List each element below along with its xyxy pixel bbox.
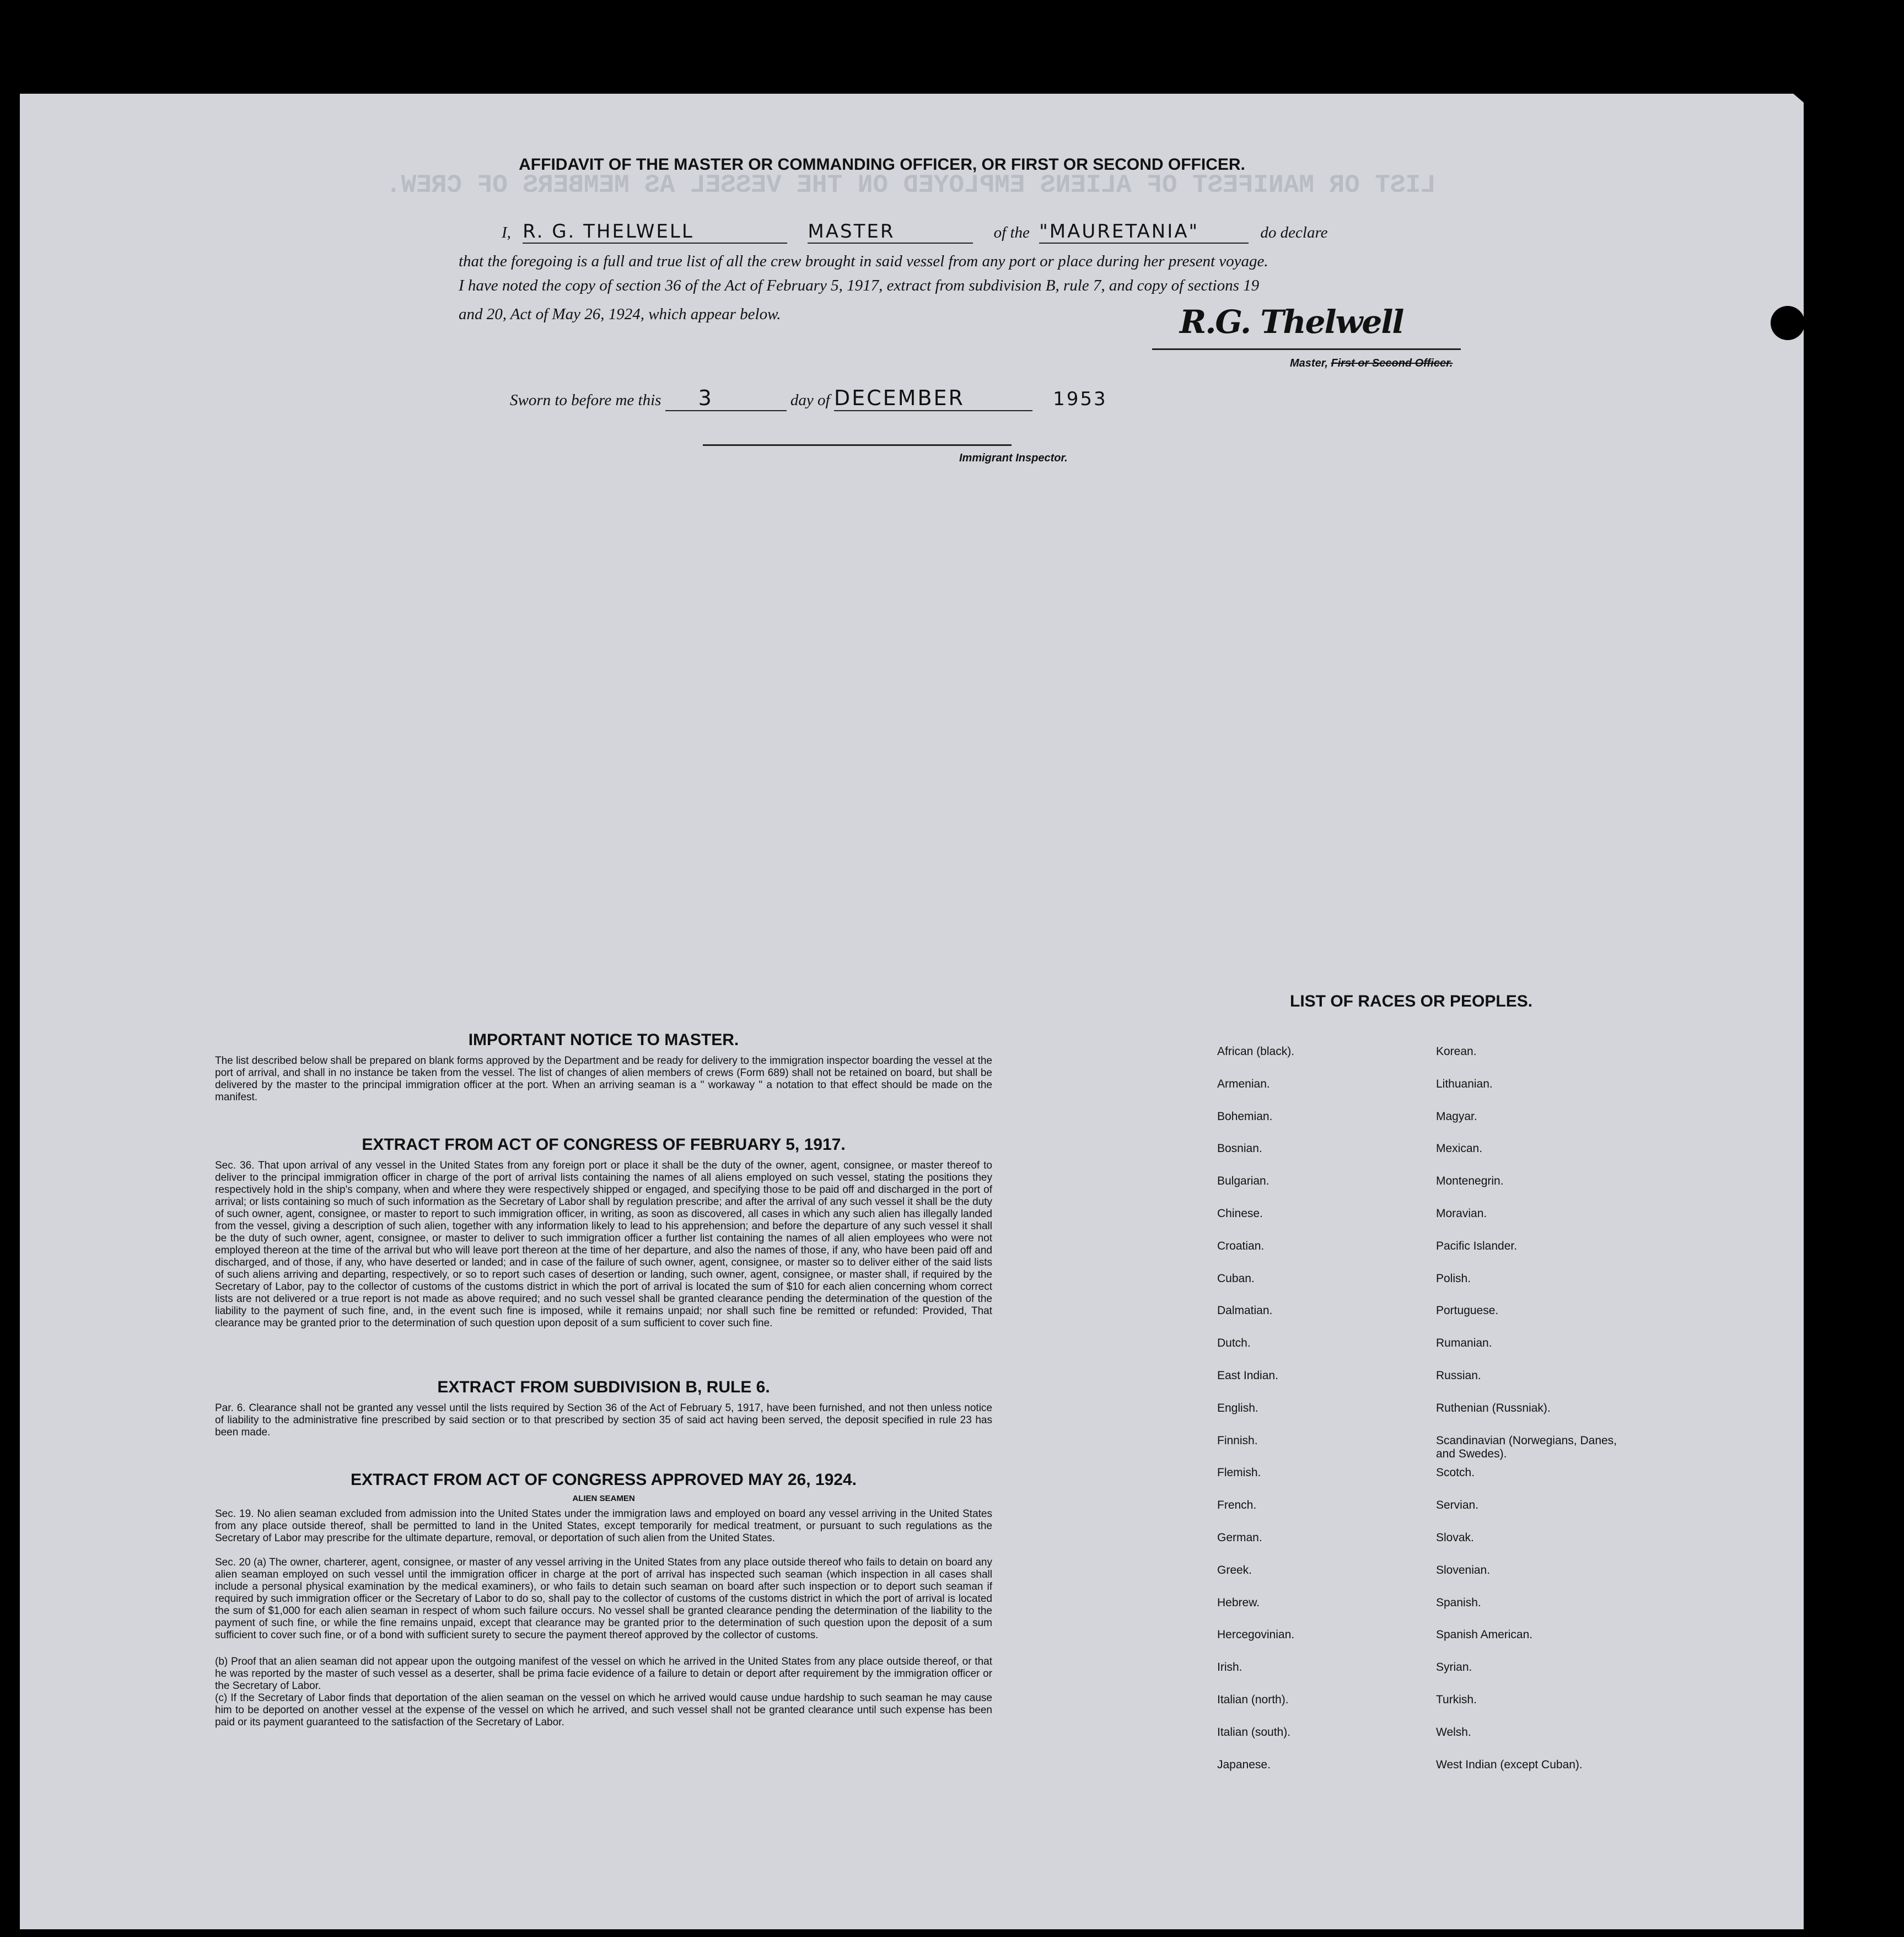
- affidavit-line-3: I have noted the copy of section 36 of the Act of February 5, 1917, extract from subdivision B, rule 7, and copy of sections 19: [459, 277, 1260, 294]
- affidavit-line-2: that the foregoing is a full and true list of all the crew brought in said vessel from any port or place during her present voyage.: [459, 252, 1268, 270]
- race-item: Spanish.: [1436, 1596, 1481, 1609]
- race-item: Greek.: [1217, 1563, 1252, 1576]
- signature-line: [1152, 348, 1461, 350]
- race-item: Mexican.: [1436, 1142, 1483, 1155]
- races-right-column: [1436, 1045, 1668, 1790]
- sworn-text: Sworn to before me this: [510, 391, 661, 409]
- bleed-through-header: LIST OR MANIFEST OF ALIENS EMPLOYED ON THE VESSEL AS MEMBERS OF CREW.: [386, 171, 1436, 200]
- master-name: R. G. THELWELL: [523, 220, 787, 244]
- race-item: Dalmatian.: [1217, 1304, 1273, 1317]
- race-item: Syrian.: [1436, 1661, 1472, 1674]
- race-item: Chinese.: [1217, 1207, 1263, 1220]
- race-item: Scotch.: [1436, 1466, 1475, 1479]
- punch-hole: [1807, 589, 1841, 623]
- race-item: Spanish American.: [1436, 1628, 1533, 1642]
- master-rank: MASTER: [808, 220, 973, 244]
- affidavit-heading: AFFIDAVIT OF THE MASTER OR COMMANDING OFFICER, OR FIRST OR SECOND OFFICER.: [519, 155, 1245, 174]
- race-item: French.: [1217, 1499, 1257, 1512]
- races-left-column: [1217, 1045, 1449, 1790]
- race-item: Montenegrin.: [1436, 1175, 1504, 1188]
- caption-struck-officer: First or Second Officer.: [1331, 357, 1453, 369]
- sworn-year: 1953: [1053, 388, 1107, 410]
- affidavit-i: I,: [502, 224, 511, 241]
- subdivision-body: Par. 6. Clearance shall not be granted any vessel until the lists required by Section 36 of the Act of February 5, 1917, have been furnished, and not then unless notice of liability to the administrative fine prescribed by said section or to that prescribed by section 35 of said act having been served, the deposit specified in rule 23 has been made.: [215, 1402, 992, 1438]
- race-item: Croatian.: [1217, 1239, 1265, 1252]
- extract-1924-title: EXTRACT FROM ACT OF CONGRESS APPROVED MAY 26, 1924.: [351, 1471, 857, 1489]
- race-item: Polish.: [1436, 1272, 1471, 1285]
- inspector-caption: Immigrant Inspector.: [959, 452, 1068, 464]
- extract-1924-sec19: Sec. 19. No alien seaman excluded from admission into the United States under the immigration laws and employed on board any vessel arriving in the United States from any place outside thereof, shall be permitted to land in the United States, except temporarily for medical treatment, or pursuant to such regulations as the Secretary of Labor may prescribe for the ultimate departure, removal, or deportation of such alien from the United States.: [215, 1508, 992, 1544]
- race-item: Pacific Islander.: [1436, 1239, 1518, 1252]
- race-item: Dutch.: [1217, 1337, 1251, 1350]
- race-item: Rumanian.: [1436, 1337, 1492, 1350]
- sworn-line: [510, 386, 1107, 411]
- notice-title: IMPORTANT NOTICE TO MASTER.: [468, 1031, 739, 1049]
- inspector-signature-line: [703, 444, 1012, 446]
- race-item: Korean.: [1436, 1045, 1477, 1058]
- extract-1924-sec20a: Sec. 20 (a) The owner, charterer, agent, consignee, or master of any vessel arriving in the United States from any place outside thereof who fails to detain on board any alien seaman employed on such vessel until the immigration officer in charge at the port of arrival has inspected such seaman (which inspection in all cases shall include a personal physical examination by the medical examiners), or who fails to detain such seaman on board after such inspection or to deport such seaman if required by such immigration officer or the Secretary of Labor to do so, shall pay to the collector of customs of the customs district in which the port of arrival is located the sum of $1,000 for each alien seaman in respect of whom such failure occurs. No vessel shall be granted clearance pending the determination of the liability to the payment of such fine, or while the fine remains unpaid, except that clearance may be granted prior to the determination of such question upon the deposit of a sum sufficient to cover such fine, or of a bond with sufficient surety to secure the payment thereof approved by the collector of customs.: [215, 1557, 992, 1641]
- punch-hole: [1807, 182, 1841, 216]
- signature-caption: [1290, 357, 1453, 370]
- race-item: Moravian.: [1436, 1207, 1487, 1220]
- races-title: LIST OF RACES OR PEOPLES.: [1290, 992, 1533, 1010]
- sworn-day: 3: [665, 386, 787, 411]
- extract-1924-sec20b: (b) Proof that an alien seaman did not appear upon the outgoing manifest of the vessel on which he arrived in the United States from any place outside thereof, or that he was reported by the master of such vessel as a deserter, shall be prima facie evidence of a failure to detain or deport after requirement by the immigration officer or the Secretary of Labor.: [215, 1656, 992, 1692]
- race-item: Armenian.: [1217, 1077, 1270, 1090]
- affidavit-line-4: and 20, Act of May 26, 1924, which appear below.: [459, 305, 781, 323]
- punch-hole: [1826, 1186, 1860, 1220]
- race-item: Ruthenian (Russniak).: [1436, 1401, 1551, 1414]
- race-item: Hebrew.: [1217, 1596, 1260, 1609]
- sworn-day-of: day of: [790, 391, 830, 409]
- punch-hole: [1807, 708, 1841, 742]
- race-item: Irish.: [1217, 1661, 1243, 1674]
- punch-hole: [1826, 1654, 1860, 1688]
- race-item: Servian.: [1436, 1499, 1479, 1512]
- vessel-name: "MAURETANIA": [1039, 220, 1249, 244]
- master-signature: R.G. Thelwell: [1180, 303, 1403, 341]
- extract-1924-sec20c: (c) If the Secretary of Labor finds that deportation of the alien seaman on the vessel on which he arrived would cause undue hardship to such seaman he may cause him to be deported on another vessel at the expense of the vessel on which he arrived, and such vessel shall not be granted clearance until such expense has been paid or its payment guaranteed to the satisfaction of the Secretary of Labor.: [215, 1692, 992, 1728]
- race-item: Portuguese.: [1436, 1304, 1499, 1317]
- affidavit-do-declare: do declare: [1260, 224, 1328, 241]
- race-item: Italian (north).: [1217, 1693, 1289, 1706]
- affidavit-declaration-line: [502, 220, 1549, 244]
- subdivision-title: EXTRACT FROM SUBDIVISION B, RULE 6.: [437, 1378, 770, 1396]
- race-item: Japanese.: [1217, 1758, 1271, 1771]
- folded-corner: [1781, 83, 1858, 149]
- caption-master: Master,: [1290, 357, 1328, 369]
- race-item: Russian.: [1436, 1369, 1481, 1382]
- race-item: Lithuanian.: [1436, 1077, 1493, 1090]
- affidavit-of-the: of the: [993, 224, 1030, 241]
- race-item: Slovenian.: [1436, 1563, 1491, 1576]
- race-item: Flemish.: [1217, 1466, 1261, 1479]
- race-item: East Indian.: [1217, 1369, 1278, 1382]
- race-item: Italian (south).: [1217, 1725, 1291, 1739]
- race-item: West Indian (except Cuban).: [1436, 1758, 1583, 1771]
- punch-hole: [1826, 1565, 1860, 1600]
- race-item: Magyar.: [1436, 1110, 1477, 1123]
- punch-hole: [1807, 243, 1841, 277]
- punch-hole: [1826, 1280, 1860, 1314]
- race-item: Bosnian.: [1217, 1142, 1262, 1155]
- race-item: Bulgarian.: [1217, 1175, 1270, 1188]
- notice-body: The list described below shall be prepared on blank forms approved by the Department and be ready for delivery to the immigration inspector boarding the vessel at the port of arrival, and shall in no instance be taken from the vessel. The list of changes of alien members of crews (Form 689) shall not be retained on board, but shall be delivered by the master to the principal immigration officer at the port. When an arriving seaman is a " workaway " a notation to that effect should be made on the manifest.: [215, 1055, 992, 1103]
- race-item: African (black).: [1217, 1045, 1295, 1058]
- race-item: German.: [1217, 1531, 1262, 1544]
- race-item: Hercegovinian.: [1217, 1628, 1295, 1642]
- race-item: Finnish.: [1217, 1434, 1258, 1447]
- extract-1924-subtitle: ALIEN SEAMEN: [572, 1494, 635, 1503]
- race-item: Welsh.: [1436, 1725, 1471, 1739]
- race-item: Slovak.: [1436, 1531, 1474, 1544]
- extract-1917-body: Sec. 36. That upon arrival of any vessel in the United States from any foreign port or place it shall be the duty of the owner, agent, consignee, or master thereof to deliver to the principal immigration officer in charge of the port of arrival lists containing the names of all aliens employed on such vessel, stating the positions they respectively hold in the ship's company, when and where they were respectively shipped or engaged, and specifying those to be paid off and discharged in the port of arrival; or lists containing so much of such information as the Secretary of Labor shall by regulation prescribe; and after the arrival of any such vessel it shall be the duty of such owner, agent, consignee, or master to report to such immigration officer, in writing, as soon as discovered, all cases in which any such alien has illegally landed from the vessel, giving a description of such alien, together with any information likely to lead to his apprehension; and before the departure of any such vessel it shall be the duty of such owner, agent, consignee, or master to deliver to such immigration officer a further list containing the names of all alien employees who were not employed thereon at the time of the arrival but who will leave port thereon at the time of her departure, and also the names of those, if any, who have been paid off and discharged, and of those, if any, who have deserted or landed; and in case of the failure of such owner, agent, consignee, or master so to deliver either of the said lists of such aliens arriving and departing, respectively, or so to report such cases of desertion or landing, such owner, agent, consignee, or master shall, if required by the Secretary of Labor, pay to the collector of customs of the customs district in which the port of arrival is located the sum of $10 for each alien concerning whom correct lists are not delivered or a true report is not made as above required; and no such vessel shall be granted clearance pending the determination of the question of the liability to the payment of such fine, and, in the event such fine is imposed, while it remains unpaid; nor shall such fine be remitted or refunded: Provided, That clearance may be granted prior to the determination of such question upon deposit of a sum sufficient to cover such fine.: [215, 1160, 992, 1329]
- race-item: Scandinavian (Norwegians, Danes, and Swedes).: [1436, 1434, 1617, 1460]
- race-item: Bohemian.: [1217, 1110, 1273, 1123]
- extract-1917-title: EXTRACT FROM ACT OF CONGRESS OF FEBRUARY 5, 1917.: [362, 1136, 846, 1154]
- race-item: Cuban.: [1217, 1272, 1255, 1285]
- race-item: Turkish.: [1436, 1693, 1477, 1706]
- race-item: English.: [1217, 1401, 1258, 1414]
- sworn-month: DECEMBER: [834, 386, 1032, 411]
- punch-hole: [1771, 306, 1805, 340]
